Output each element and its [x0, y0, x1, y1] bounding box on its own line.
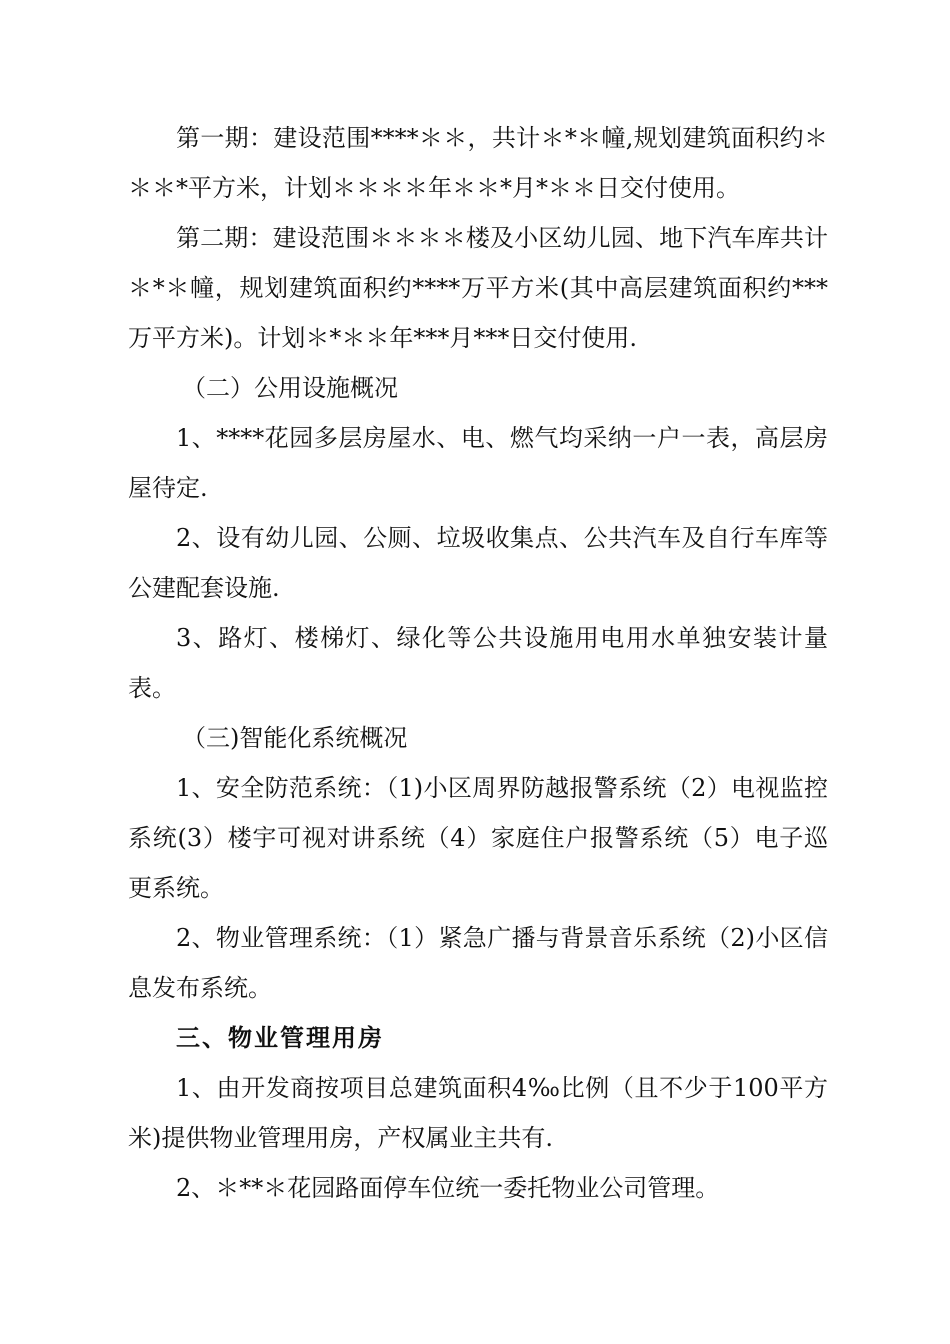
paragraph-management-rooms-1: 1、由开发商按项目总建筑面积4‰比例（且不少于100平方米)提供物业管理用房，产权属业主共有. [128, 1074, 828, 1152]
paragraph-smart-system-1: 1、安全防范系统：（1)小区周界防越报警系统（2）电视监控系统(3）楼宇可视对讲系统（4）家庭住户报警系统（5）电子巡更系统。 [128, 774, 828, 902]
paragraph-facilities-2: 2、设有幼儿园、公厕、垃圾收集点、公共汽车及自行车库等公建配套设施. [128, 524, 828, 602]
paragraph-facilities-1: 1、****花园多层房屋水、电、燃气均采纳一户一表，高层房屋待定. [128, 424, 828, 502]
section-smart-system-heading: （三)智能化系统概况 [182, 724, 408, 752]
paragraph-smart-system-2: 2、物业管理系统：（1）紧急广播与背景音乐系统（2)小区信息发布系统。 [128, 924, 828, 1002]
paragraph-facilities-3: 3、路灯、楼梯灯、绿化等公共设施用电用水单独安装计量表。 [128, 624, 828, 702]
paragraph-phase-two: 第二期：建设范围＊＊＊＊楼及小区幼儿园、地下汽车库共计＊*＊幢，规划建筑面积约****万平方米(其中高层建筑面积约***万平方米)。计划＊*＊＊年***月***日交付使用. [128, 224, 828, 352]
paragraph-management-rooms-2: 2、＊**＊花园路面停车位统一委托物业公司管理。 [176, 1174, 720, 1202]
document-body [128, 113, 828, 1213]
paragraph-phase-one: 第一期：建设范围****＊＊，共计＊*＊幢,规划建筑面积约＊＊＊*平方米，计划＊＊＊＊年＊＊*月*＊＊日交付使用。 [128, 124, 828, 202]
section-management-rooms-heading: 三、物业管理用房 [176, 1024, 384, 1052]
section-public-facilities-heading: （二）公用设施概况 [182, 374, 398, 402]
